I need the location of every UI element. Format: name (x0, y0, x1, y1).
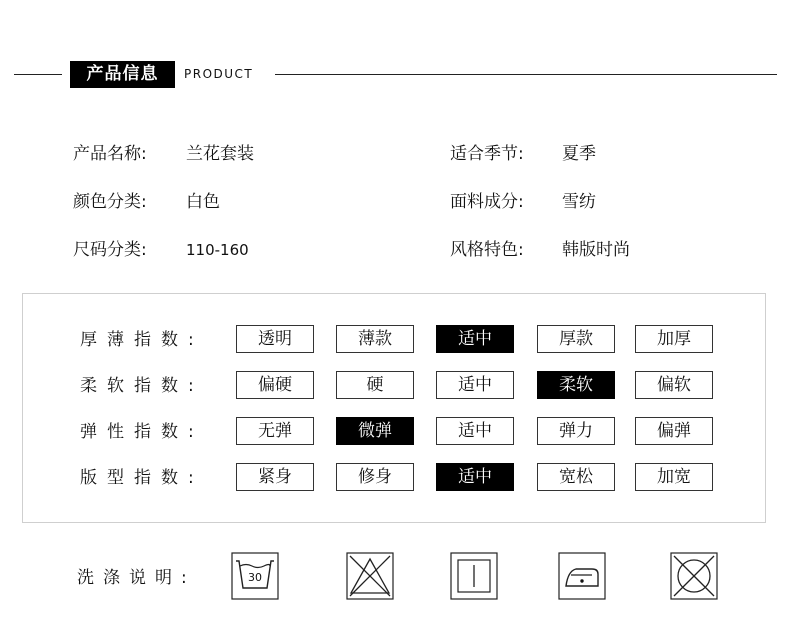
property-option: 厚款 (537, 325, 615, 353)
property-option: 薄款 (336, 325, 414, 353)
info-value: 夏季 (562, 144, 596, 164)
property-row-label: 版型指数: (80, 468, 204, 488)
property-option: 加厚 (635, 325, 713, 353)
do-not-tumble-dry-icon (670, 552, 718, 600)
info-value: 110-160 (186, 241, 249, 259)
info-label: 风格特色: (450, 240, 524, 260)
property-option-selected: 微弹 (336, 417, 414, 445)
info-value: 雪纺 (562, 192, 596, 212)
section-title: 产品信息 (70, 61, 175, 88)
property-option: 加宽 (635, 463, 713, 491)
info-label: 尺码分类: (73, 240, 147, 260)
property-row-label: 柔软指数: (80, 376, 204, 396)
property-option: 偏弹 (635, 417, 713, 445)
info-label: 面料成分: (450, 192, 524, 212)
property-option: 适中 (436, 371, 514, 399)
property-option: 无弹 (236, 417, 314, 445)
property-option-selected: 柔软 (537, 371, 615, 399)
iron-low-icon (558, 552, 606, 600)
property-option: 修身 (336, 463, 414, 491)
header-rule-right (275, 74, 777, 75)
property-option-selected: 适中 (436, 325, 514, 353)
property-option-selected: 适中 (436, 463, 514, 491)
property-option: 适中 (436, 417, 514, 445)
property-option: 硬 (336, 371, 414, 399)
property-option: 宽松 (537, 463, 615, 491)
property-option: 弹力 (537, 417, 615, 445)
wash-instructions-label: 洗涤说明: (77, 568, 196, 588)
header-rule-left (14, 74, 62, 75)
property-option: 透明 (236, 325, 314, 353)
do-not-bleach-icon (346, 552, 394, 600)
wash-30-icon (231, 552, 279, 600)
property-option: 偏硬 (236, 371, 314, 399)
info-label: 产品名称: (73, 144, 147, 164)
wash-temperature: 30 (248, 571, 262, 584)
line-dry-icon (450, 552, 498, 600)
info-value: 白色 (186, 192, 220, 212)
property-option: 紧身 (236, 463, 314, 491)
info-value: 兰花套装 (186, 144, 254, 164)
info-label: 适合季节: (450, 144, 524, 164)
property-row-label: 厚薄指数: (80, 330, 204, 350)
info-label: 颜色分类: (73, 192, 147, 212)
property-option: 偏软 (635, 371, 713, 399)
property-row-label: 弹性指数: (80, 422, 204, 442)
info-value: 韩版时尚 (562, 240, 630, 260)
section-subtitle: PRODUCT (184, 67, 254, 81)
